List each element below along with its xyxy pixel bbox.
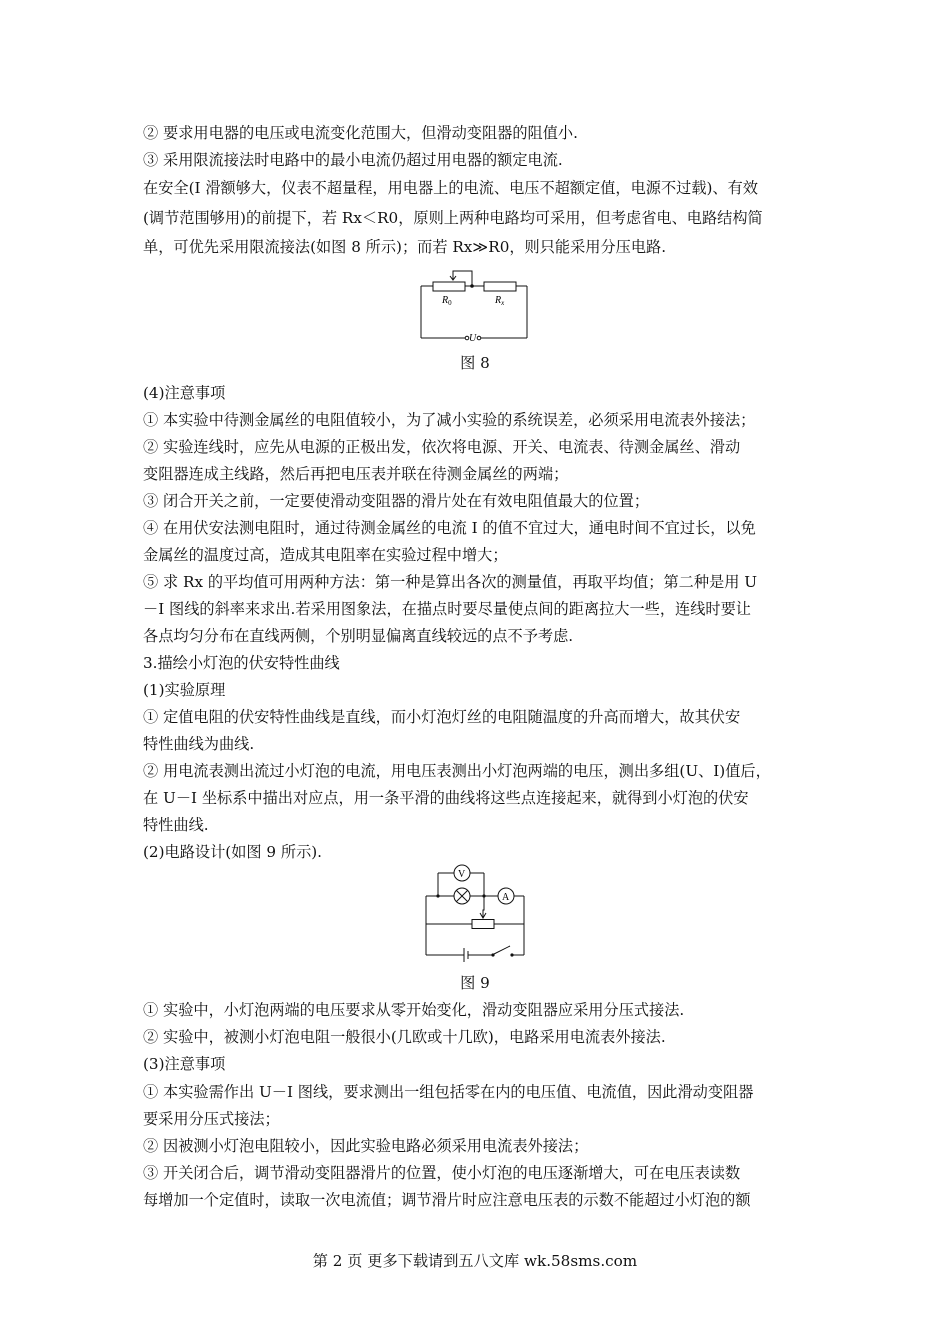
section-heading: 3.描绘小灯泡的伏安特性曲线 bbox=[143, 654, 340, 672]
paragraph-line: (3)注意事项 bbox=[143, 1055, 226, 1073]
paragraph-line: 变阻器连成主线路，然后再把电压表并联在待测金属丝的两端； bbox=[143, 465, 569, 483]
circuit-diagram-fig8 bbox=[418, 268, 530, 342]
paragraph-line: 在 U－I 坐标系中描出对应点，用一条平滑的曲线将这些点连接起来，就得到小灯泡的伏安 bbox=[143, 789, 749, 807]
paragraph-line: ② 实验连线时，应先从电源的正极出发，依次将电源、开关、电流表、待测金属丝、滑动 bbox=[143, 438, 741, 456]
paragraph-line: (4)注意事项 bbox=[143, 384, 226, 402]
circuit-diagram-fig9 bbox=[424, 862, 532, 962]
paragraph-line: －I 图线的斜率来求出.若采用图象法，在描点时要尽量使点间的距离拉大一些，连线时要让 bbox=[143, 600, 751, 618]
rx-label: $R_x$ bbox=[495, 295, 505, 307]
paragraph-line: ② 用电流表测出流过小灯泡的电流，用电压表测出小灯泡两端的电压，测出多组(U、I)值后， bbox=[143, 762, 771, 780]
paragraph-line: (1)实验原理 bbox=[143, 681, 226, 699]
r0-label: $R_0$ bbox=[442, 295, 452, 307]
paragraph-line: ③ 闭合开关之前，一定要使滑动变阻器的滑片处在有效电阻值最大的位置； bbox=[143, 492, 650, 510]
paragraph-line: ① 定值电阻的伏安特性曲线是直线，而小灯泡灯丝的电阻随温度的升高而增大，故其伏安 bbox=[143, 708, 741, 726]
page-footer: 第 2 页 更多下载请到五八文库 wk.58sms.com bbox=[312, 1252, 638, 1270]
paragraph-line: 金属丝的温度过高，造成其电阻率在实验过程中增大； bbox=[143, 546, 508, 564]
paragraph-line: 在安全(I 滑额够大，仪表不超量程，用电器上的电流、电压不超额定值，电源不过载)、有效 bbox=[143, 179, 758, 197]
paragraph-line: 特性曲线. bbox=[143, 816, 209, 834]
paragraph-line: ① 本实验中待测金属丝的电阻值较小，为了减小实验的系统误差，必须采用电流表外接法； bbox=[143, 411, 756, 429]
paragraph-line: (调节范围够用)的前提下，若 Rx＜R0，原则上两种电路均可采用，但考虑省电、电路结构简 bbox=[143, 209, 763, 227]
paragraph-line: ④ 在用伏安法测电阻时，通过待测金属丝的电流 I 的值不宜过大，通电时间不宜过长，以免 bbox=[143, 519, 756, 537]
paragraph-line: 特性曲线为曲线. bbox=[143, 735, 255, 753]
paragraph-line: ③ 采用限流接法时电路中的最小电流仍超过用电器的额定电流. bbox=[143, 151, 563, 169]
ammeter-label: A bbox=[502, 892, 510, 903]
paragraph-line: 各点均匀分布在直线两侧，个别明显偏离直线较远的点不予考虑. bbox=[143, 627, 574, 645]
paragraph-line: ① 本实验需作出 U－I 图线，要求测出一组包括零在内的电压值、电流值，因此滑动变阻器 bbox=[143, 1083, 754, 1101]
voltmeter-label: V bbox=[458, 869, 466, 880]
paragraph-line: ② 实验中，被测小灯泡电阻一般很小(几欧或十几欧)，电路采用电流表外接法. bbox=[143, 1028, 666, 1046]
paragraph-line: ⑤ 求 Rx 的平均值可用两种方法：第一种是算出各次的测量值，再取平均值；第二种是用 U bbox=[143, 573, 758, 591]
u-label: U bbox=[469, 333, 477, 342]
paragraph-line: ① 实验中，小灯泡两端的电压要求从零开始变化，滑动变阻器应采用分压式接法. bbox=[143, 1001, 685, 1019]
paragraph-line: 单，可优先采用限流接法(如图 8 所示)；而若 Rx≫R0，则只能采用分压电路. bbox=[143, 238, 667, 256]
paragraph-line: ② 要求用电器的电压或电流变化范围大，但滑动变阻器的阻值小. bbox=[143, 124, 578, 142]
paragraph-line: ③ 开关闭合后，调节滑动变阻器滑片的位置，使小灯泡的电压逐渐增大，可在电压表读数 bbox=[143, 1164, 741, 1182]
paragraph-line: 每增加一个定值时，读取一次电流值；调节滑片时应注意电压表的示数不能超过小灯泡的额 bbox=[143, 1191, 751, 1209]
paragraph-line: 要采用分压式接法； bbox=[143, 1110, 280, 1128]
paragraph-line: (2)电路设计(如图 9 所示). bbox=[143, 843, 323, 861]
figure-caption: 图 8 bbox=[460, 354, 490, 372]
paragraph-line: ② 因被测小灯泡电阻较小，因此实验电路必须采用电流表外接法； bbox=[143, 1137, 589, 1155]
figure-caption: 图 9 bbox=[460, 974, 490, 992]
